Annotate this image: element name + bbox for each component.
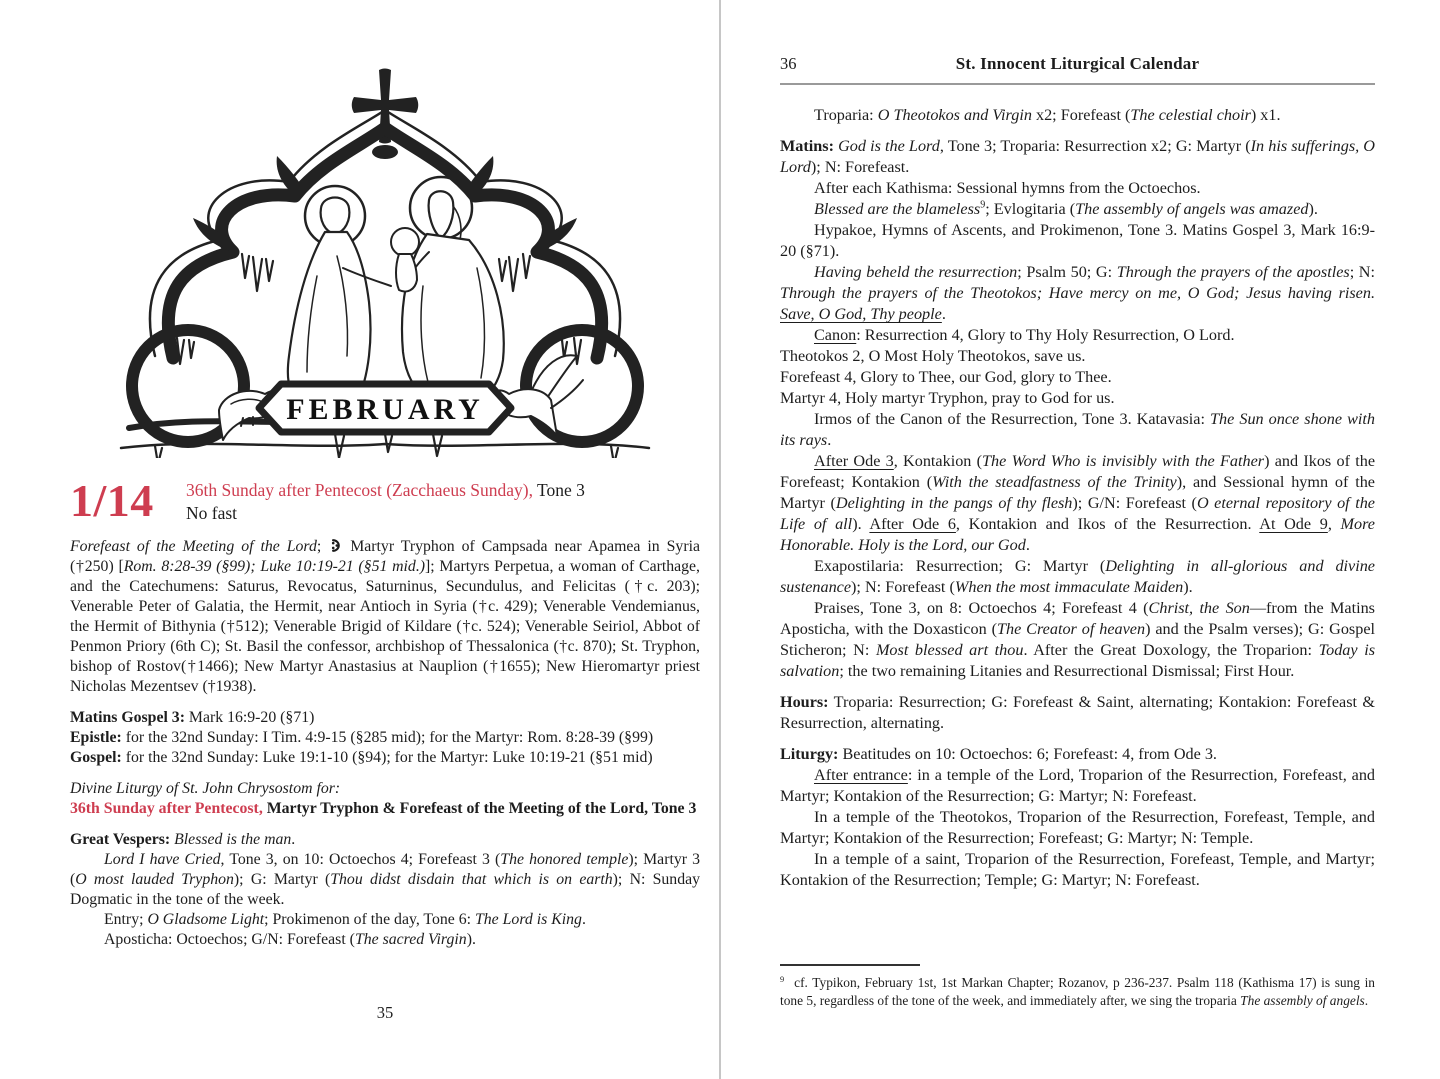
header-rule xyxy=(780,83,1375,85)
page-left xyxy=(70,0,700,1079)
paragraph: Entry; O Gladsome Light; Prokimenon of the day, Tone 6: The Lord is King. xyxy=(104,911,586,928)
paragraph: After entrance: in a temple of the Lord, Troparion of the Resurrection, Forefeast, and Martyr; Kontakion of the Resurrection; G: Martyr; N: Forefeast. xyxy=(780,766,1376,805)
paragraph: Aposticha: Octoechos; G/N: Forefeast (The sacred Virgin). xyxy=(104,931,476,948)
paragraph: Exapostilaria: Resurrection; G: Martyr (Delighting in all-glorious and divine sustenance); N: Forefeast (When the most immaculate Maiden). xyxy=(780,557,1375,596)
paragraph: After each Kathisma: Sessional hymns from the Octoechos. xyxy=(814,179,1201,197)
typikon-sign-icon xyxy=(329,538,342,553)
paragraph: Divine Liturgy of St. John Chrysostom for: xyxy=(70,780,341,797)
paragraph: Martyr 4, Holy martyr Tryphon, pray to God for us. xyxy=(780,389,1115,407)
paragraph: Epistle: for the 32nd Sunday: I Tim. 4:9-15 (§285 mid); for the Martyr: Rom. 8:28-39 (§99) xyxy=(70,729,654,746)
right-page-body xyxy=(780,105,1375,891)
footnote-rule xyxy=(780,964,920,966)
page-number-left: 35 xyxy=(376,1003,394,1022)
page-divider xyxy=(719,0,721,1079)
paragraph: Great Vespers: Blessed is the man. xyxy=(70,831,296,848)
paragraph: Having beheld the resurrection; Psalm 50; G: Through the prayers of the apostles; N: Through the prayers of the Theotokos; Have mercy on me, O God; Jesus having risen. Save, O God, Thy people. xyxy=(780,263,1375,323)
paragraph: Hours: Troparia: Resurrection; G: Forefeast & Saint, alternating; Kontakion: Forefeast & Resurrection, alternating. xyxy=(780,693,1375,732)
paragraph: Matins: God is the Lord, Tone 3; Troparia: Resurrection x2; G: Martyr (In his sufferings, O Lord); N: Forefeast. xyxy=(780,137,1375,176)
left-page-body xyxy=(70,537,700,950)
paragraph: Canon: Resurrection 4, Glory to Thy Holy Resurrection, O Lord. xyxy=(814,326,1235,344)
footnote-ref: 9 xyxy=(780,974,785,984)
paragraph: Gospel: for the 32nd Sunday: Luke 19:1-10 (§94); for the Martyr: Luke 10:19-21 (§51 mid) xyxy=(70,749,653,766)
simeon-figure xyxy=(402,177,504,408)
page-right xyxy=(780,0,1375,1079)
paragraph: Irmos of the Canon of the Resurrection, Tone 3. Katavasia: The Sun once shone with its rays. xyxy=(780,410,1375,449)
theotokos-figure xyxy=(288,186,391,404)
banner-label: FEBRUARY xyxy=(286,393,484,426)
paragraph: Forefeast of the Meeting of the Lord; Martyr Tryphon of Campsada near Apamea in Syria (†250) [Rom. 8:28-39 (§99); Luke 10:19-21 (§51 mid.)]; Martyrs Perpetua, a woman of Carthage, and the Catechumens: Saturus, Revocatus, Saturninus, Secundulus, and Felicitas (†c. 203); Venerable Peter of Galatia, the Hermit, near Antioch in Syria (†c. 429); Venerable Vendemianus, the Hermit of Bithynia (†512); Venerable Brigid of Kildare (†c. 524); Venerable Seiriol, Abbot of Penmon Priory (6th C); St. Basil the confessor, archbishop of Thessalonica (†c. 870); St. Tryphon, bishop of Rostov(†1466); New Martyr Anastasius at Nauplion (†1655); New Hieromartyr priest Nicholas Mezentsev (†1938). xyxy=(70,538,700,695)
date-heading xyxy=(70,475,700,526)
date-info xyxy=(186,478,585,525)
date-label: 1/14 xyxy=(70,475,154,526)
feast-title: 36th Sunday after Pentecost (Zacchaeus Sunday), Tone 3 xyxy=(186,480,585,500)
paragraph: Matins Gospel 3: Mark 16:9-20 (§71) xyxy=(70,709,315,726)
paragraph: Praises, Tone 3, on 8: Octoechos 4; Forefeast 4 (Christ, the Son—from the Matins Aposticha, with the Doxasticon (The Creator of heaven) and the Psalm verses); G: Gospel Sticheron; N: Most blessed art thou. After the Great Doxology, the Troparion: Today is salvation; the two remaining Litanies and Resurrectional Dismissal; First Hour. xyxy=(780,599,1376,680)
footnote xyxy=(780,964,1375,1009)
paragraph: In a temple of the Theotokos, Troparion of the Resurrection, Forefeast, Temple, and Martyr; Kontakion of the Resurrection; Forefeast; G: Martyr; N: Temple. xyxy=(780,808,1375,847)
paragraph: Hypakoe, Hymns of Ascents, and Prokimenon, Tone 3. Matins Gospel 3, Mark 16:9-20 (§71). xyxy=(780,221,1375,260)
footnote-ref: 9 xyxy=(980,199,986,211)
february-illustration-svg xyxy=(85,56,685,458)
fast-note: No fast xyxy=(186,503,238,523)
page-number-right: 36 xyxy=(780,54,797,73)
paragraph: Blessed are the blameless$^9$; Evlogitaria (The assembly of angels was amazed). xyxy=(814,199,1318,218)
month-banner xyxy=(259,384,511,432)
running-header xyxy=(780,0,1375,85)
paragraph: 36th Sunday after Pentecost, Martyr Tryphon & Forefeast of the Meeting of the Lord, Tone 3 xyxy=(70,800,697,817)
paragraph: Forefeast 4, Glory to Thee, our God, glory to Thee. xyxy=(780,368,1112,386)
footnote-text: $^9$ cf. Typikon, February 1st, 1st Markan Chapter; Rozanov, p 236-237. Psalm 118 (Kathisma 17) is sung in tone 5, regardless of the tone of the week, and immediately after, we sing the troparia The assembly of angels. xyxy=(780,974,1375,1008)
paragraph: Theotokos 2, O Most Holy Theotokos, save us. xyxy=(780,347,1086,365)
paragraph: Troparia: O Theotokos and Virgin x2; Forefeast (The celestial choir) x1. xyxy=(814,106,1281,124)
book-title: St. Innocent Liturgical Calendar xyxy=(955,54,1200,73)
paragraph: Lord I have Cried, Tone 3, on 10: Octoechos 4; Forefeast 3 (The honored temple); Martyr 3 (O most lauded Tryphon); G: Martyr (Thou didst disdain that which is on earth); N: Sunday Dogmatic in the tone of the week. xyxy=(70,851,701,908)
arch xyxy=(168,128,601,358)
paragraph: Liturgy: Beatitudes on 10: Octoechos: 6; Forefeast: 4, from Ode 3. xyxy=(780,745,1217,763)
month-illustration xyxy=(85,56,685,458)
paragraph: In a temple of a saint, Troparion of the Resurrection, Forefeast, Temple, and Martyr; Kontakion of the Resurrection; Temple; G: Martyr; N: Forefeast. xyxy=(780,850,1375,889)
paragraph: After Ode 3, Kontakion (The Word Who is invisibly with the Father) and Ikos of the Forefeast; Kontakion (With the steadfastness of the Trinity), and Sessional hymn of the Martyr (Delighting in the pangs of thy flesh); G/N: Forefeast (O eternal repository of the Life of all). After Ode 6, Kontakion and Ikos of the Resurrection. At Ode 9, More Honorable. Holy is the Lord, our God. xyxy=(780,452,1376,554)
